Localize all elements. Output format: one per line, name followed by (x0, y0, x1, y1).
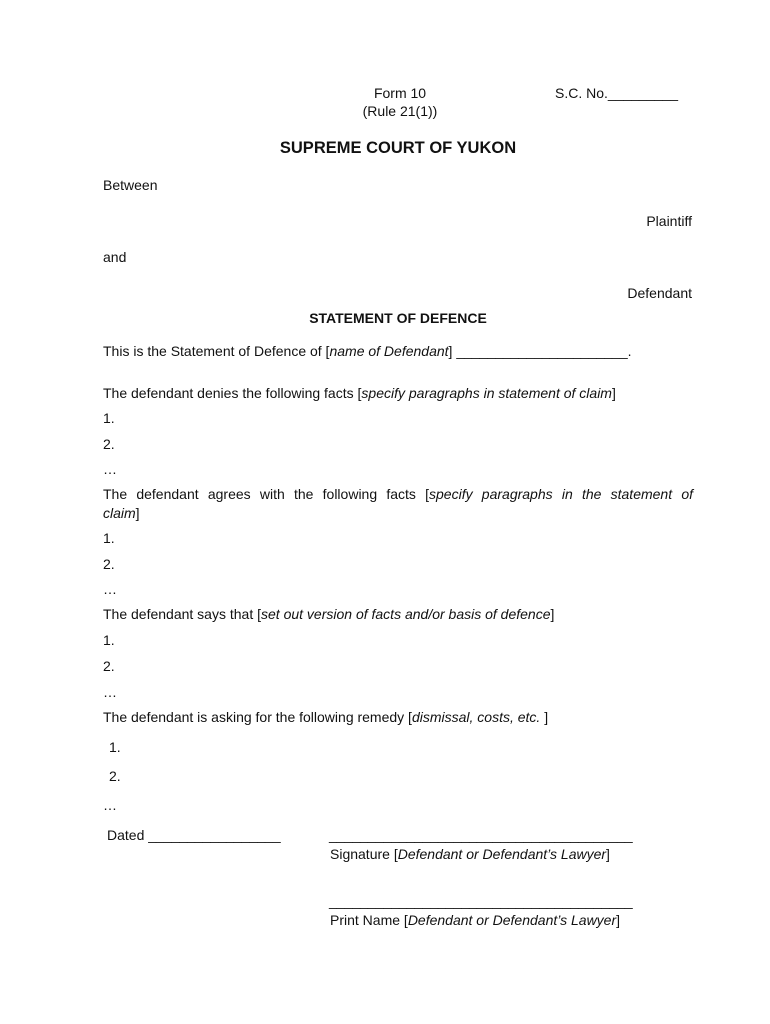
sc-number: S.C. No._________ (555, 85, 678, 101)
agrees-heading-line-2: claim] (103, 505, 140, 521)
print-name-caption: Print Name [Defendant or Defendant’s Lawyer] (330, 912, 621, 928)
court-title: SUPREME COURT OF YUKON (279, 139, 517, 157)
denies-heading: The defendant denies the following facts [specify paragraphs in statement of claim] (103, 385, 616, 401)
says-item-1: 1. (103, 632, 115, 648)
remedy-item-1: 1. (109, 739, 121, 755)
intro-placeholder: name of Defendant (329, 343, 449, 359)
remedy-heading: The defendant is asking for the following remedy [dismissal, costs, etc. ] (103, 709, 549, 725)
denies-item-2: 2. (103, 436, 115, 452)
remedy-item-2: 2. (109, 768, 121, 784)
agrees-ellipsis: … (103, 581, 117, 597)
agrees-item-1: 1. (103, 530, 115, 546)
signature-caption: Signature [Defendant or Defendant’s Lawyer] (330, 846, 610, 862)
plaintiff-label: Plaintiff (646, 213, 692, 229)
denies-item-1: 1. (103, 410, 115, 426)
defendant-label: Defendant (627, 285, 692, 301)
says-item-2: 2. (103, 658, 115, 674)
says-heading: The defendant says that [set out version of facts and/or basis of defence] (103, 606, 555, 622)
says-ellipsis: … (103, 684, 117, 700)
and-label: and (103, 249, 127, 265)
between-label: Between (103, 177, 158, 193)
remedy-ellipsis: … (103, 797, 117, 813)
document-title: STATEMENT OF DEFENCE (309, 310, 487, 326)
dated-field: Dated _________________ (107, 827, 281, 843)
agrees-item-2: 2. (103, 556, 115, 572)
agrees-heading-line-1: The defendant agrees with the following facts [specify paragraphs in the statement of (103, 486, 694, 502)
denies-ellipsis: … (103, 461, 117, 477)
form-rule: (Rule 21(1)) (362, 103, 438, 119)
form-number: Form 10 (373, 85, 427, 101)
intro-line: This is the Statement of Defence of [name of Defendant] ______________________. (103, 343, 632, 359)
signature-line: _______________________________________ (329, 827, 633, 843)
print-name-line: _______________________________________ (329, 893, 633, 909)
